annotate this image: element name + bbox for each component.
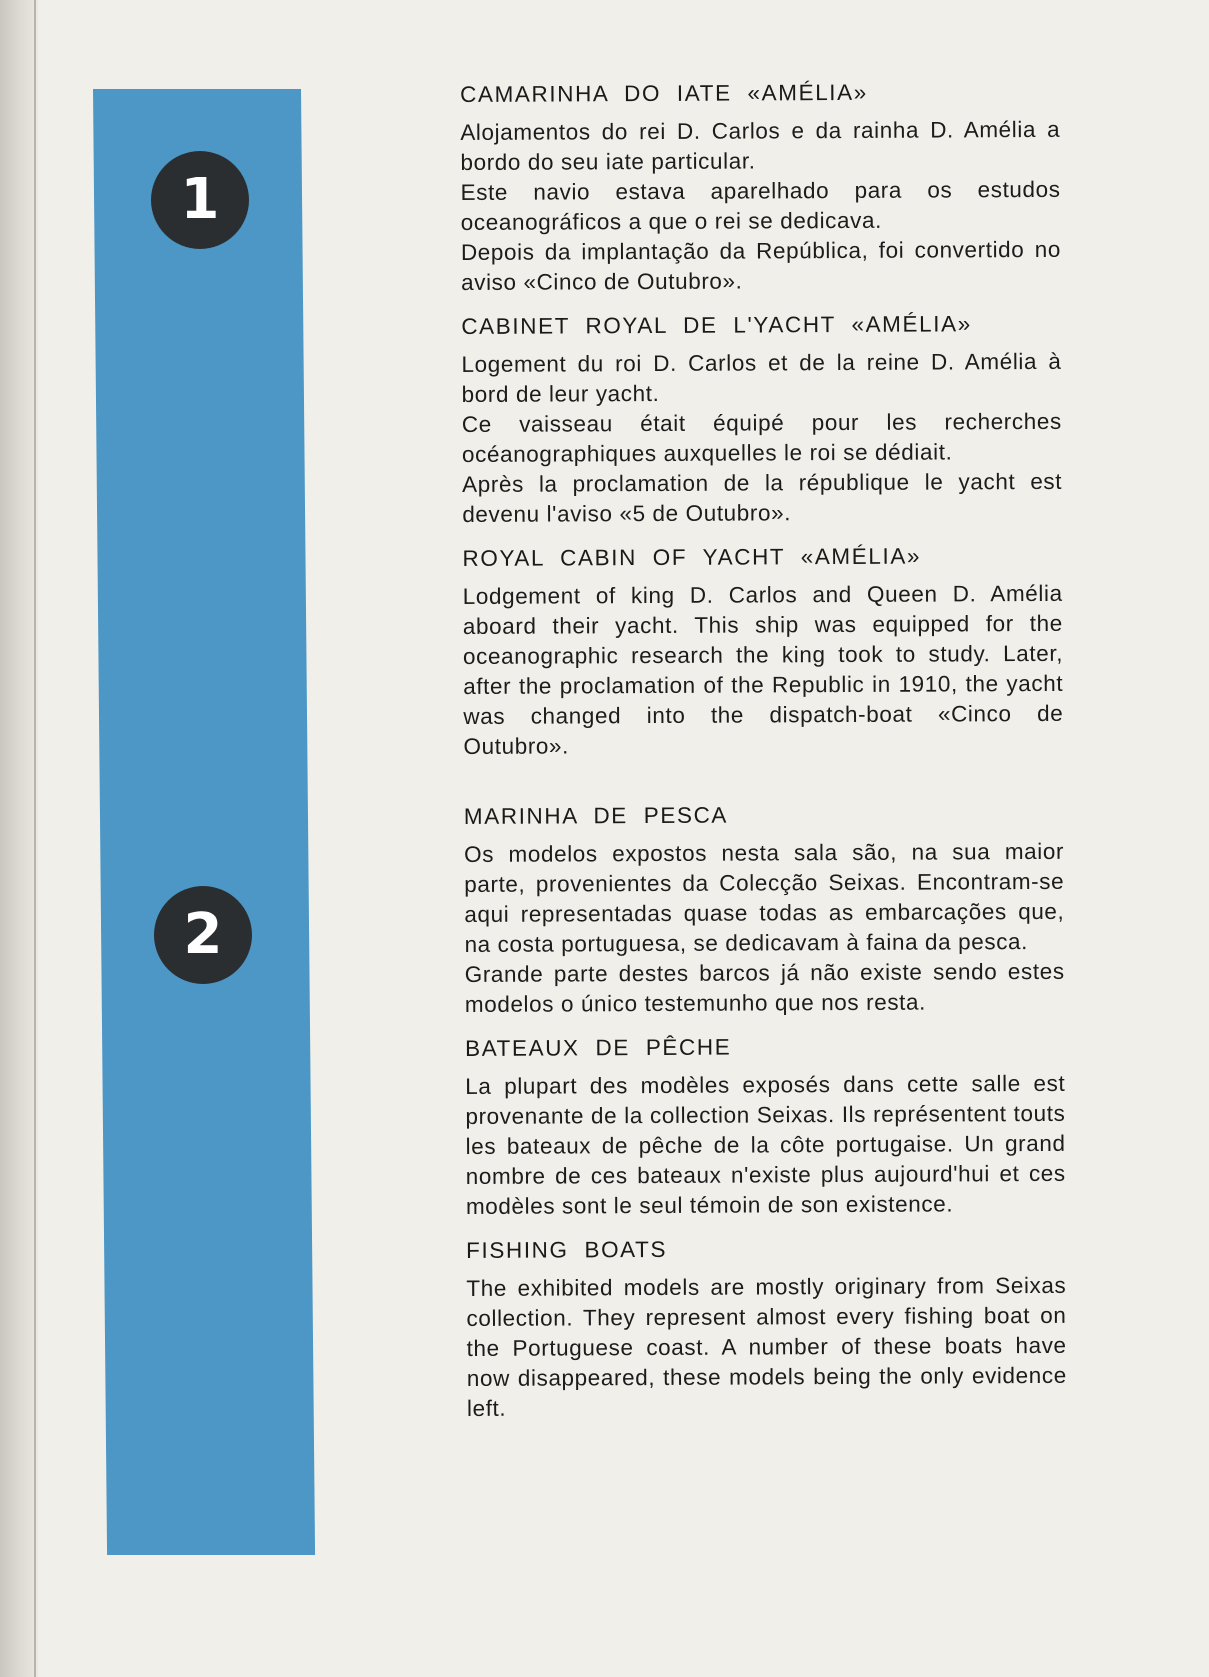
blue-side-bar <box>93 89 315 1555</box>
section-pesca-fr <box>465 1031 1066 1222</box>
paragraph: The exhibited models are mostly originary from Seixas collection. They represent almost every fishing boat on the Portuguese coast. A number of these boats have now disappeared, these models being the only evidence left. <box>466 1272 1067 1421</box>
paragraph: La plupart des modèles exposés dans cette salle est provenante de la collection Seixas. Ils représentent touts les bateaux de pêche de la côte portugaise. Un grand nombre de ces bateaux n'existe plus aujourd'hui et ces modèles sont le seul témoin de son existence. <box>465 1070 1066 1219</box>
paragraph: Logement du roi D. Carlos et de la reine D. Amélia à bord de leur yacht. <box>461 348 1062 407</box>
page-fold <box>34 0 36 1677</box>
section-heading: CABINET ROYAL DE L'YACHT «AMÉLIA» <box>461 311 972 339</box>
section-pesca-en <box>466 1233 1067 1424</box>
section-heading: MARINHA DE PESCA <box>463 802 729 829</box>
page-gutter <box>0 0 38 1677</box>
paragraph: Este navio estava aparelhado para os estudos oceanográficos a que o rei se dedicava. <box>460 176 1061 235</box>
paragraph: Lodgement of king D. Carlos and Queen D. Amélia aboard their yacht. This ship was equipped for the oceanographic research the king took to study. Later, after the proclamation of the Republic in 1910, the yacht was changed into the dispatch-boat «Cinco de Outubro». <box>462 580 1064 759</box>
section-pesca-pt <box>464 799 1065 1020</box>
section-iate-fr <box>461 309 1062 530</box>
paragraph: Os modelos expostos nesta sala são, na sua maior parte, provenientes da Colecção Seixas. Encontram-se aqui representadas quase todas as embarcações que, na costa portuguesa, se dedicavam à faina da pesca. <box>463 838 1065 957</box>
paragraph: Alojamentos do rei D. Carlos e da rainha D. Amélia a bordo do seu iate particular. <box>460 116 1061 175</box>
section-iate-pt <box>460 77 1061 298</box>
section-iate-en <box>462 541 1063 762</box>
section-number-badge-2: 2 <box>154 886 252 984</box>
section-number-badge-1: 1 <box>151 151 249 249</box>
paragraph: Depois da implantação da República, foi convertido no aviso «Cinco de Outubro». <box>460 236 1061 295</box>
paragraph: Grande parte destes barcos já não existe sendo estes modelos o único testemunho que nos resta. <box>464 958 1065 1017</box>
paragraph: Après la proclamation de la république le yacht est devenu l'aviso «5 de Outubro». <box>462 468 1063 527</box>
section-heading: CAMARINHA DO IATE «AMÉLIA» <box>460 79 868 107</box>
text-column <box>460 77 1067 1438</box>
section-heading: ROYAL CABIN OF YACHT «AMÉLIA» <box>462 543 922 571</box>
paragraph: Ce vaisseau était équipé pour les recherches océanographiques auxquelles le roi se dédiait. <box>461 408 1062 467</box>
section-heading: FISHING BOATS <box>466 1236 668 1263</box>
section-heading: BATEAUX DE PÊCHE <box>465 1034 732 1061</box>
